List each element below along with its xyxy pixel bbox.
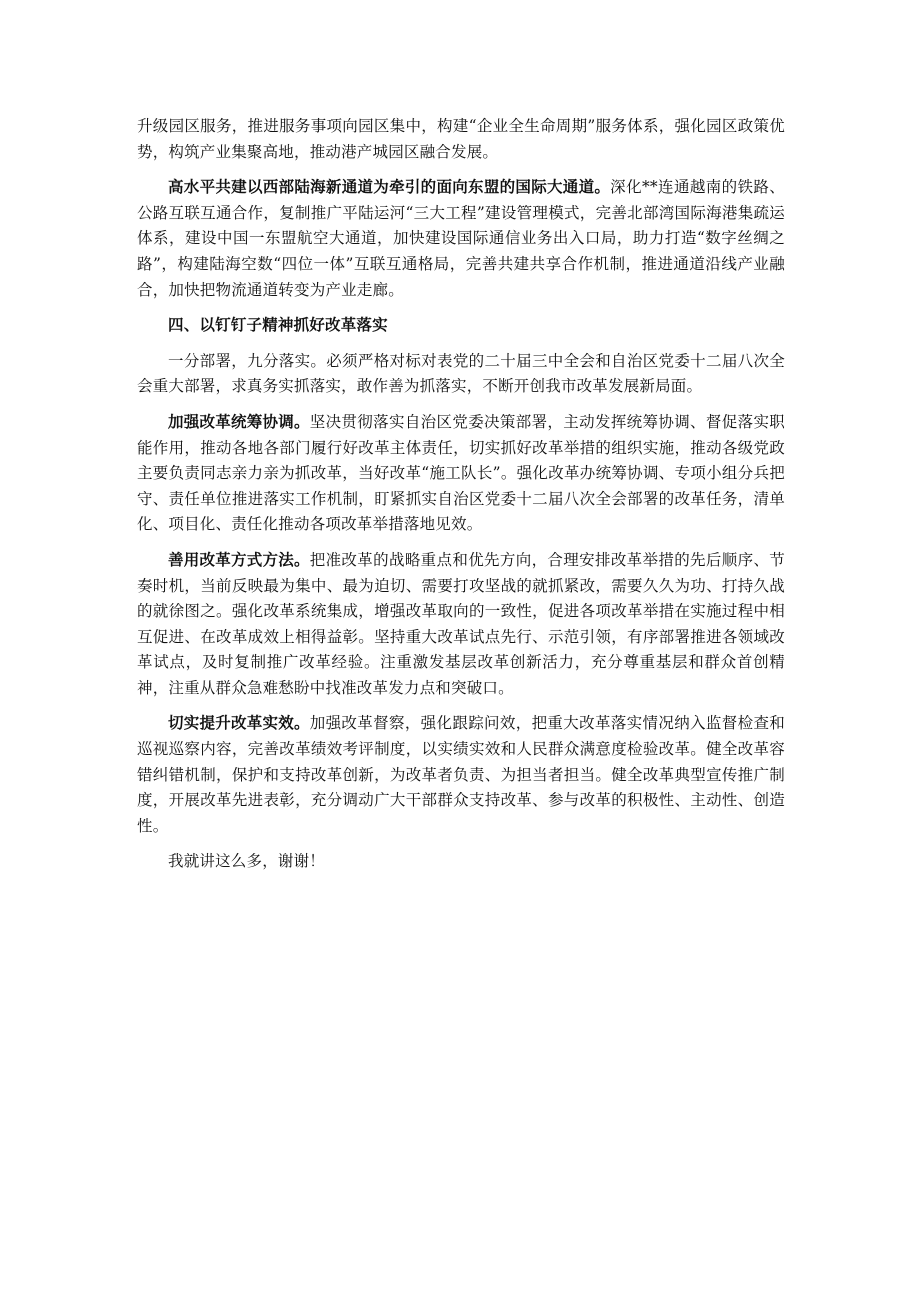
paragraph-effectiveness	[137, 711, 785, 839]
paragraph-lead: 加强改革统筹协调。	[168, 412, 310, 431]
paragraph-international-corridor	[137, 175, 785, 303]
paragraph-text: 坚决贯彻落实自治区党委决策部署，主动发挥统筹协调、督促落实职能作用，推动各地各部门履行好改革主体责任，切实抓好改革举措的组织实施，推动各级党政主要负责同志亲力亲为抓改革，当好改革“施工队长”。强化改革办统筹协调、专项小组分兵把守、责任单位推进落实工作机制，盯紧抓实自治区党委十二届八次全会部署的改革任务，清单化、项目化、责任化推动各项改革举措落地见效。	[137, 412, 785, 534]
paragraph-lead: 善用改革方式方法。	[168, 550, 310, 569]
paragraph-text: 升级园区服务，推进服务事项向园区集中，构建“企业全生命周期”服务体系，强化园区政策优势，构筑产业集聚高地，推动港产城园区融合发展。	[137, 117, 785, 161]
paragraph-text: 我就讲这么多，谢谢！	[168, 852, 326, 871]
document-page	[137, 114, 785, 885]
paragraph-text: 一分部署，九分落实。必须严格对标对表党的二十届三中全会和自治区党委十二届八次全会重大部署，求真务实抓落实，敢作善为抓落实，不断开创我市改革发展新局面。	[137, 351, 785, 396]
closing-remark	[137, 849, 785, 875]
paragraph-coordination	[137, 410, 785, 538]
paragraph-text: 把准改革的战略重点和优先方向，合理安排改革举措的先后顺序、节奏时机，当前反映最为集中、最为迫切、需要打攻坚战的就抓紧改，需要久久为功、打持久战的就徐图之。强化改革系统集成，增强改革取向的一致性，促进各项改革举措在实施过程中相互促进、在改革成效上相得益彰。坚持重大改革试点先行、示范引领，有序部署推进各领域改革试点，及时复制推广改革经验。注重激发基层改革创新活力，充分尊重基层和群众首创精神，注重从群众急难愁盼中找准改革发力点和突破口。	[137, 550, 785, 697]
paragraph-methods	[137, 548, 785, 702]
paragraph-text: 深化**连通越南的铁路、公路互联互通合作，复制推广平陆运河“三大工程”建设管理模式，完善北部湾国际海港集疏运体系，建设中国一东盟航空大通道，加快建设国际通信业务出入口局，助力打造“数字丝绸之路”，构建陆海空数“四位一体”互联互通格局，完善共建共享合作机制，推进通道沿线产业融合，加快把物流通道转变为产业走廊。	[137, 178, 785, 299]
paragraph-lead: 高水平共建以西部陆海新通道为牵引的面向东盟的国际大通道。	[168, 178, 611, 197]
paragraph-lead: 切实提升改革实效。	[168, 714, 310, 733]
section-heading: 四、以钉钉子精神抓好改革落实	[168, 316, 388, 335]
paragraph-intro	[137, 349, 785, 400]
paragraph-continuation	[137, 114, 785, 165]
paragraph-text: 加强改革督察，强化跟踪问效，把重大改革落实情况纳入监督检查和巡视巡察内容，完善改革绩效考评制度，以实绩实效和人民群众满意度检验改革。健全改革容错纠错机制，保护和支持改革创新，为改革者负责、为担当者担当。健全改革典型宣传推广制度，开展改革先进表彰，充分调动广大干部群众支持改革、参与改革的积极性、主动性、创造性。	[137, 714, 785, 835]
